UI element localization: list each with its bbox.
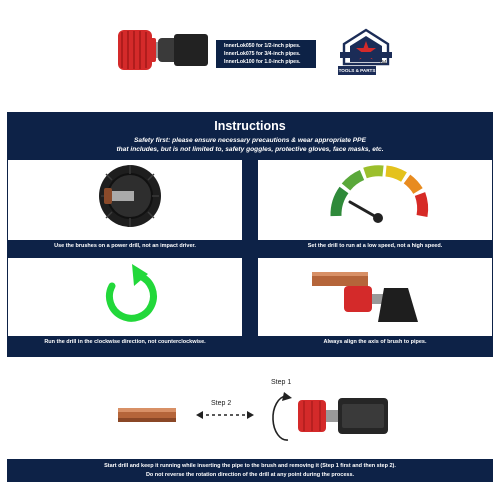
brush-drill-image xyxy=(108,18,208,88)
card-caption: Run the drill in the clockwise direction, not counterclockwise. xyxy=(8,336,242,348)
card-caption: Set the drill to run at a low speed, not a high speed. xyxy=(258,240,492,252)
model-line: InnerLok050 for 1/2-inch pipes. xyxy=(224,43,301,49)
instruction-card-clockwise xyxy=(8,258,242,348)
instructions-title: Instructions xyxy=(214,119,286,133)
clockwise-arrow-icon xyxy=(8,258,242,328)
brand-tagline: TOOLS & PARTS xyxy=(338,68,376,73)
safety-line: that includes, but is not limited to, safety goggles, protective gloves, face masks, etc. xyxy=(116,145,384,153)
rotation-arrow-icon xyxy=(273,392,292,440)
safety-line: Safety first: please ensure necessary precautions & wear appropriate PPE xyxy=(134,137,366,144)
drill-chuck-image xyxy=(8,160,242,230)
card-caption: Always align the axis of brush to pipes. xyxy=(258,336,492,348)
double-arrow-icon xyxy=(196,411,254,419)
speed-gauge-icon xyxy=(258,160,492,230)
process-diagram xyxy=(110,368,410,448)
step-1-label: Step 1 xyxy=(271,379,292,386)
step-2-label: Step 2 xyxy=(211,400,232,407)
card-caption: Use the brushes on a power drill, not an impact driver. xyxy=(8,240,242,252)
copper-pipe-image xyxy=(118,408,176,422)
model-size-list xyxy=(216,40,316,68)
process-instructions xyxy=(7,459,493,482)
trademark-mark: TM xyxy=(379,60,387,66)
process-line: Do not reverse the rotation direction of the drill at any point during the process. xyxy=(145,471,355,478)
model-line: InnerLok100 for 1.0-inch pipes. xyxy=(224,59,301,65)
brush-and-drill-image xyxy=(298,398,388,434)
model-line: InnerLok075 for 3/4-inch pipes. xyxy=(224,51,301,57)
safety-notice xyxy=(7,137,493,154)
instruction-card-power-drill xyxy=(8,160,242,252)
instruction-card-align xyxy=(258,258,492,348)
aligned-brush-image xyxy=(258,258,492,328)
process-line: Start drill and keep it running while inserting the pipe to the brush and removing it (Step 1 first and then step 2). xyxy=(104,462,396,469)
instruction-card-low-speed xyxy=(258,160,492,252)
